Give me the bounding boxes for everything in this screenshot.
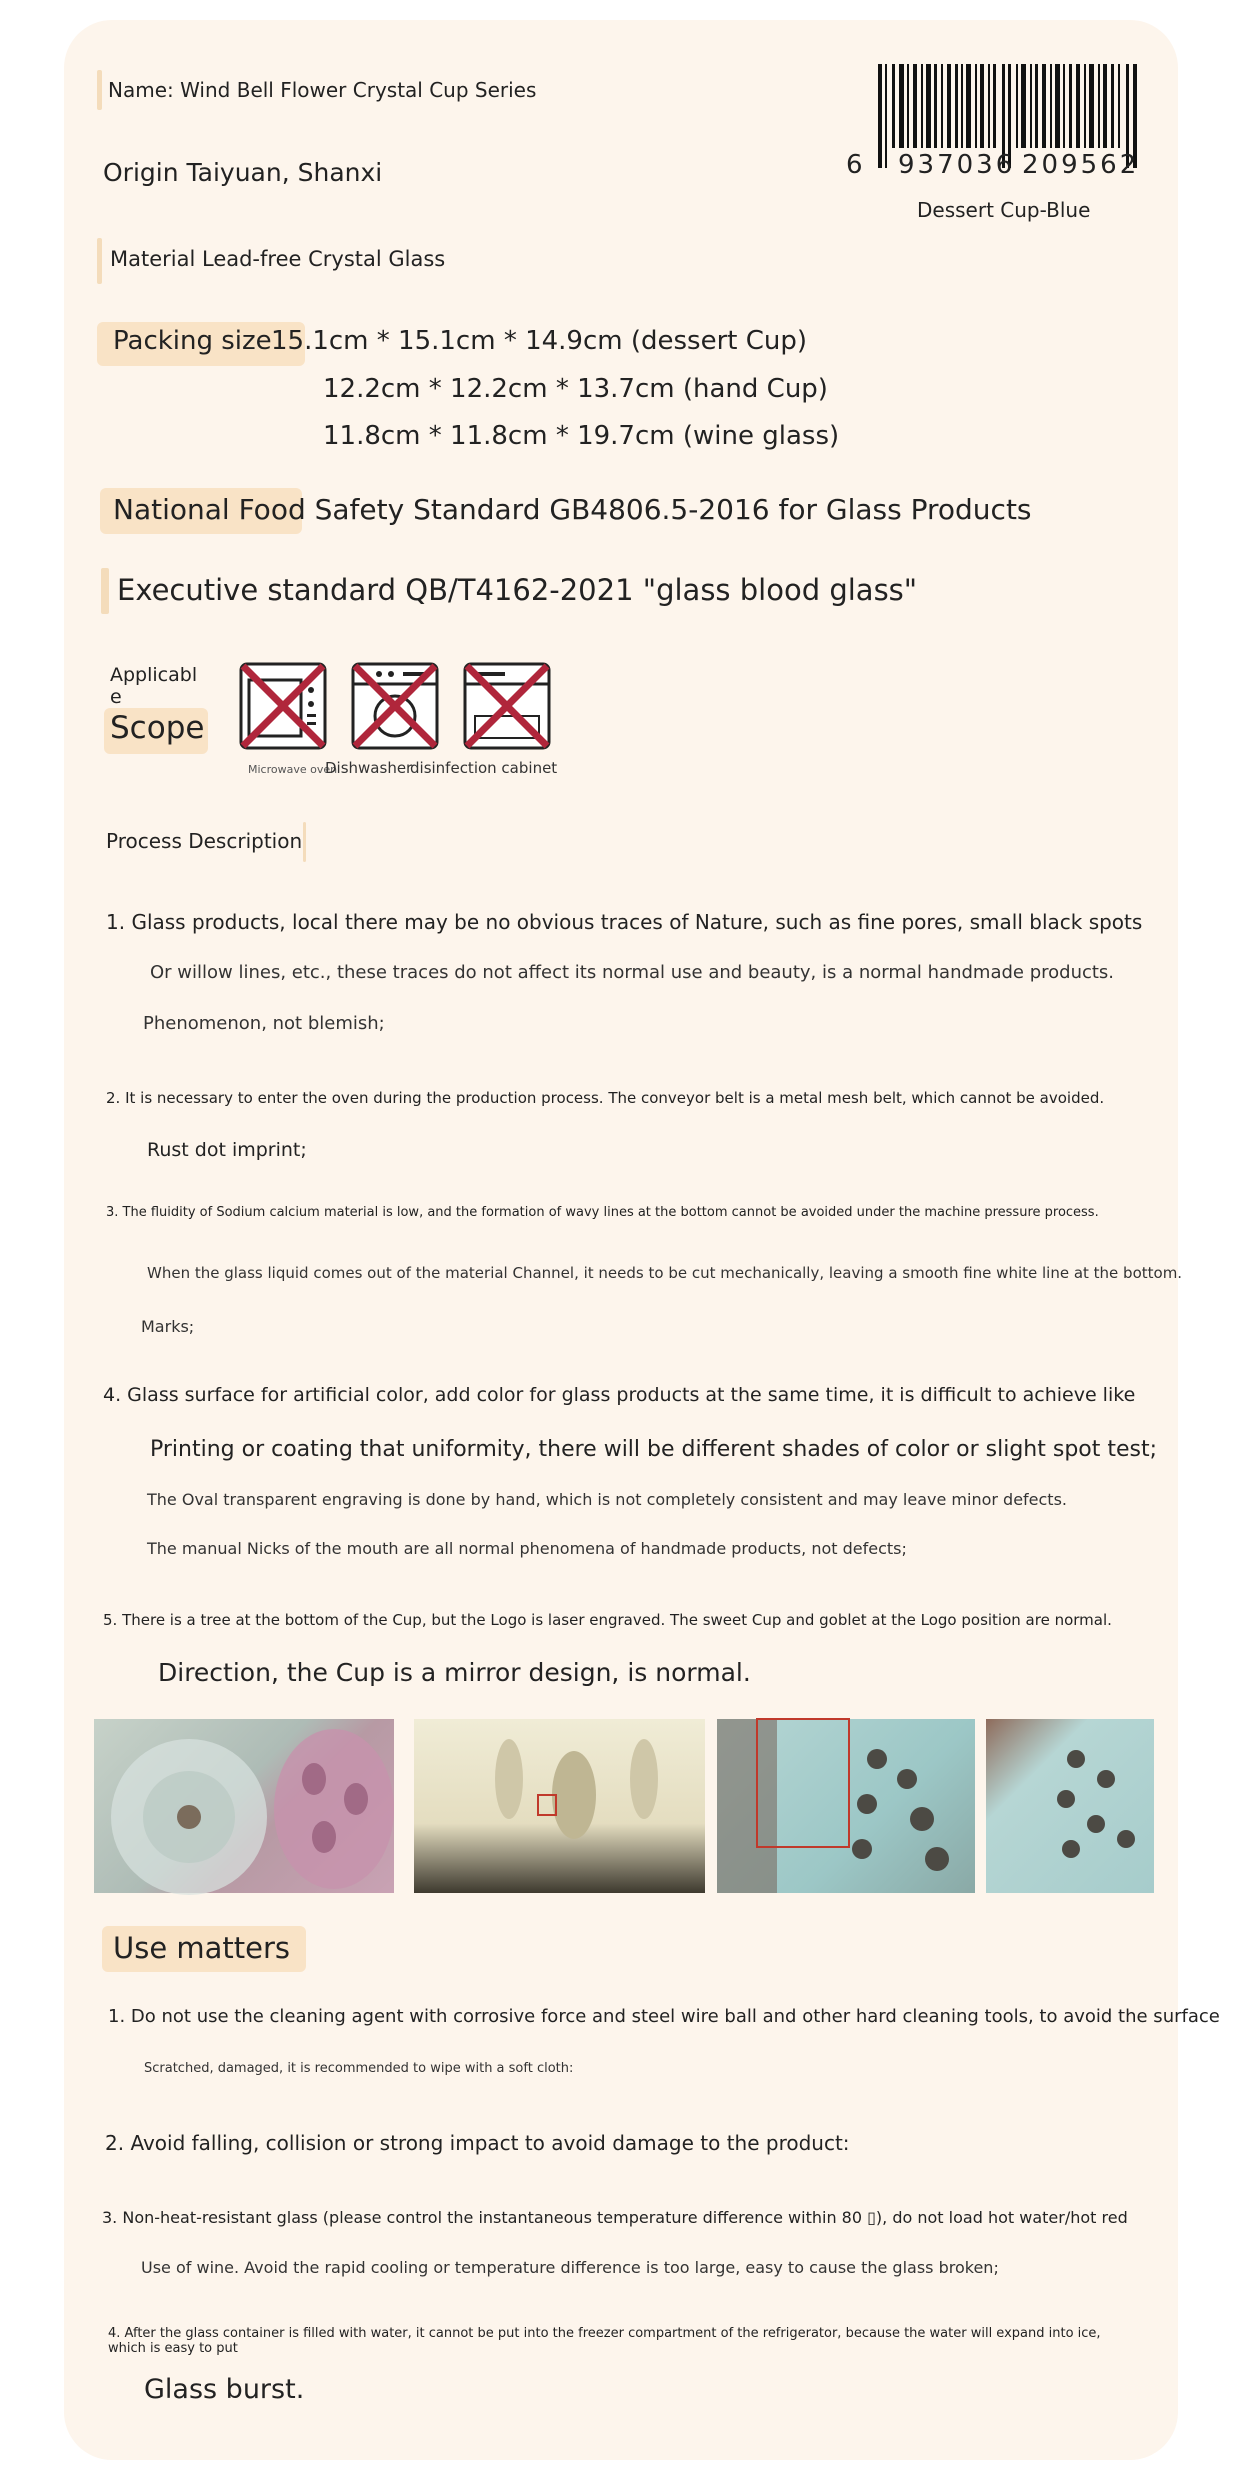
packing-label: Packing size <box>113 326 272 356</box>
process-line-9: 4. Glass surface for artificial color, add color for glass products at the same time, it is difficult to achieve like <box>103 1384 1136 1406</box>
executive-accent-bar <box>101 568 109 614</box>
process-line-6: 3. The fluidity of Sodium calcium material is low, and the formation of wavy lines at the bottom cannot be avoided under the machine pressure process. <box>106 1205 1099 1220</box>
process-line-13: 5. There is a tree at the bottom of the Cup, but the Logo is laser engraved. The sweet Cup and goblet at the Logo position are normal. <box>103 1611 1112 1629</box>
origin-text: Origin Taiyuan, Shanxi <box>103 158 383 187</box>
process-title: Process Description <box>106 829 303 853</box>
use-line-5: Use of wine. Avoid the rapid cooling or temperature difference is too large, easy to cause the glass broken; <box>141 2258 999 2277</box>
process-line-12: The manual Nicks of the mouth are all normal phenomena of handmade products, not defects; <box>147 1539 907 1558</box>
national-standard: National Food Safety Standard GB4806.5-2016 for Glass Products <box>113 493 1032 526</box>
use-line-3: 2. Avoid falling, collision or strong impact to avoid damage to the product: <box>105 2131 850 2155</box>
process-line-2: Or willow lines, etc., these traces do not affect its normal use and beauty, is a normal handmade products. <box>150 962 1115 983</box>
barcode-caption: Dessert Cup-Blue <box>917 198 1091 222</box>
material-text: Material Lead-free Crystal Glass <box>110 247 446 271</box>
barcode-group-2: 209562 <box>1022 150 1140 180</box>
process-line-3: Phenomenon, not blemish; <box>143 1013 385 1034</box>
use-line-1: 1. Do not use the cleaning agent with corrosive force and steel wire ball and other hard cleaning tools, to avoid the surface <box>108 2006 1220 2027</box>
disinfection-caption: disinfection cabinet <box>410 759 558 777</box>
microwave-caption: Microwave oven <box>248 763 338 776</box>
dishwasher-caption: Dishwasher <box>325 759 413 777</box>
microwave-oven-icon <box>239 662 327 750</box>
product-name: Name: Wind Bell Flower Crystal Cup Series <box>108 78 537 102</box>
process-line-10: Printing or coating that uniformity, there will be different shades of color or slight spot test; <box>150 1437 1158 1462</box>
process-line-4: 2. It is necessary to enter the oven during the production process. The conveyor belt is a metal mesh belt, which cannot be avoided. <box>106 1089 1105 1107</box>
use-line-4: 3. Non-heat-resistant glass (please control the instantaneous temperature difference within 80 ▯), do not load hot water/hot red <box>102 2208 1128 2227</box>
dishwasher-icon <box>351 662 439 750</box>
packing-size-dessert: 15.1cm * 15.1cm * 14.9cm (dessert Cup) <box>271 326 808 356</box>
barcode-group-1: 937036 <box>898 150 1016 180</box>
applicable-small-label: Applicabl e <box>110 664 198 708</box>
process-line-5: Rust dot imprint; <box>147 1139 307 1161</box>
name-accent-bar <box>97 70 102 110</box>
material-accent-bar <box>97 238 102 284</box>
process-line-11: The Oval transparent engraving is done by hand, which is not completely consistent and may leave minor defects. <box>147 1490 1067 1509</box>
packing-size-wine: 11.8cm * 11.8cm * 19.7cm (wine glass) <box>323 421 840 451</box>
cup-bottom-photo <box>94 1719 394 1893</box>
scope-label: Scope <box>110 710 205 746</box>
process-line-8: Marks; <box>141 1317 195 1336</box>
use-line-2: Scratched, damaged, it is recommended to wipe with a soft cloth: <box>144 2061 574 2076</box>
use-line-7: Glass burst. <box>144 2374 305 2405</box>
cup-top-photo <box>986 1719 1154 1893</box>
use-matters-title: Use matters <box>113 1931 291 1965</box>
process-line-14: Direction, the Cup is a mirror design, is normal. <box>158 1658 751 1687</box>
process-line-7: When the glass liquid comes out of the material Channel, it needs to be cut mechanically, leaving a smooth fine white line at the bottom. <box>147 1264 1183 1282</box>
barcode-first-digit: 6 <box>846 150 865 180</box>
cup-rim-photo <box>717 1719 975 1893</box>
cup-side-photo <box>414 1719 705 1893</box>
process-title-bar <box>303 822 306 862</box>
packing-size-hand: 12.2cm * 12.2cm * 13.7cm (hand Cup) <box>323 374 828 404</box>
use-line-6: 4. After the glass container is filled with water, it cannot be put into the freezer compartment of the refrigerator, because the water will expand into ice, which is easy to put <box>108 2326 1101 2356</box>
process-line-1: 1. Glass products, local there may be no obvious traces of Nature, such as fine pores, small black spots <box>106 910 1143 934</box>
executive-standard: Executive standard QB/T4162-2021 "glass blood glass" <box>117 573 918 607</box>
disinfection-cabinet-icon <box>463 662 551 750</box>
